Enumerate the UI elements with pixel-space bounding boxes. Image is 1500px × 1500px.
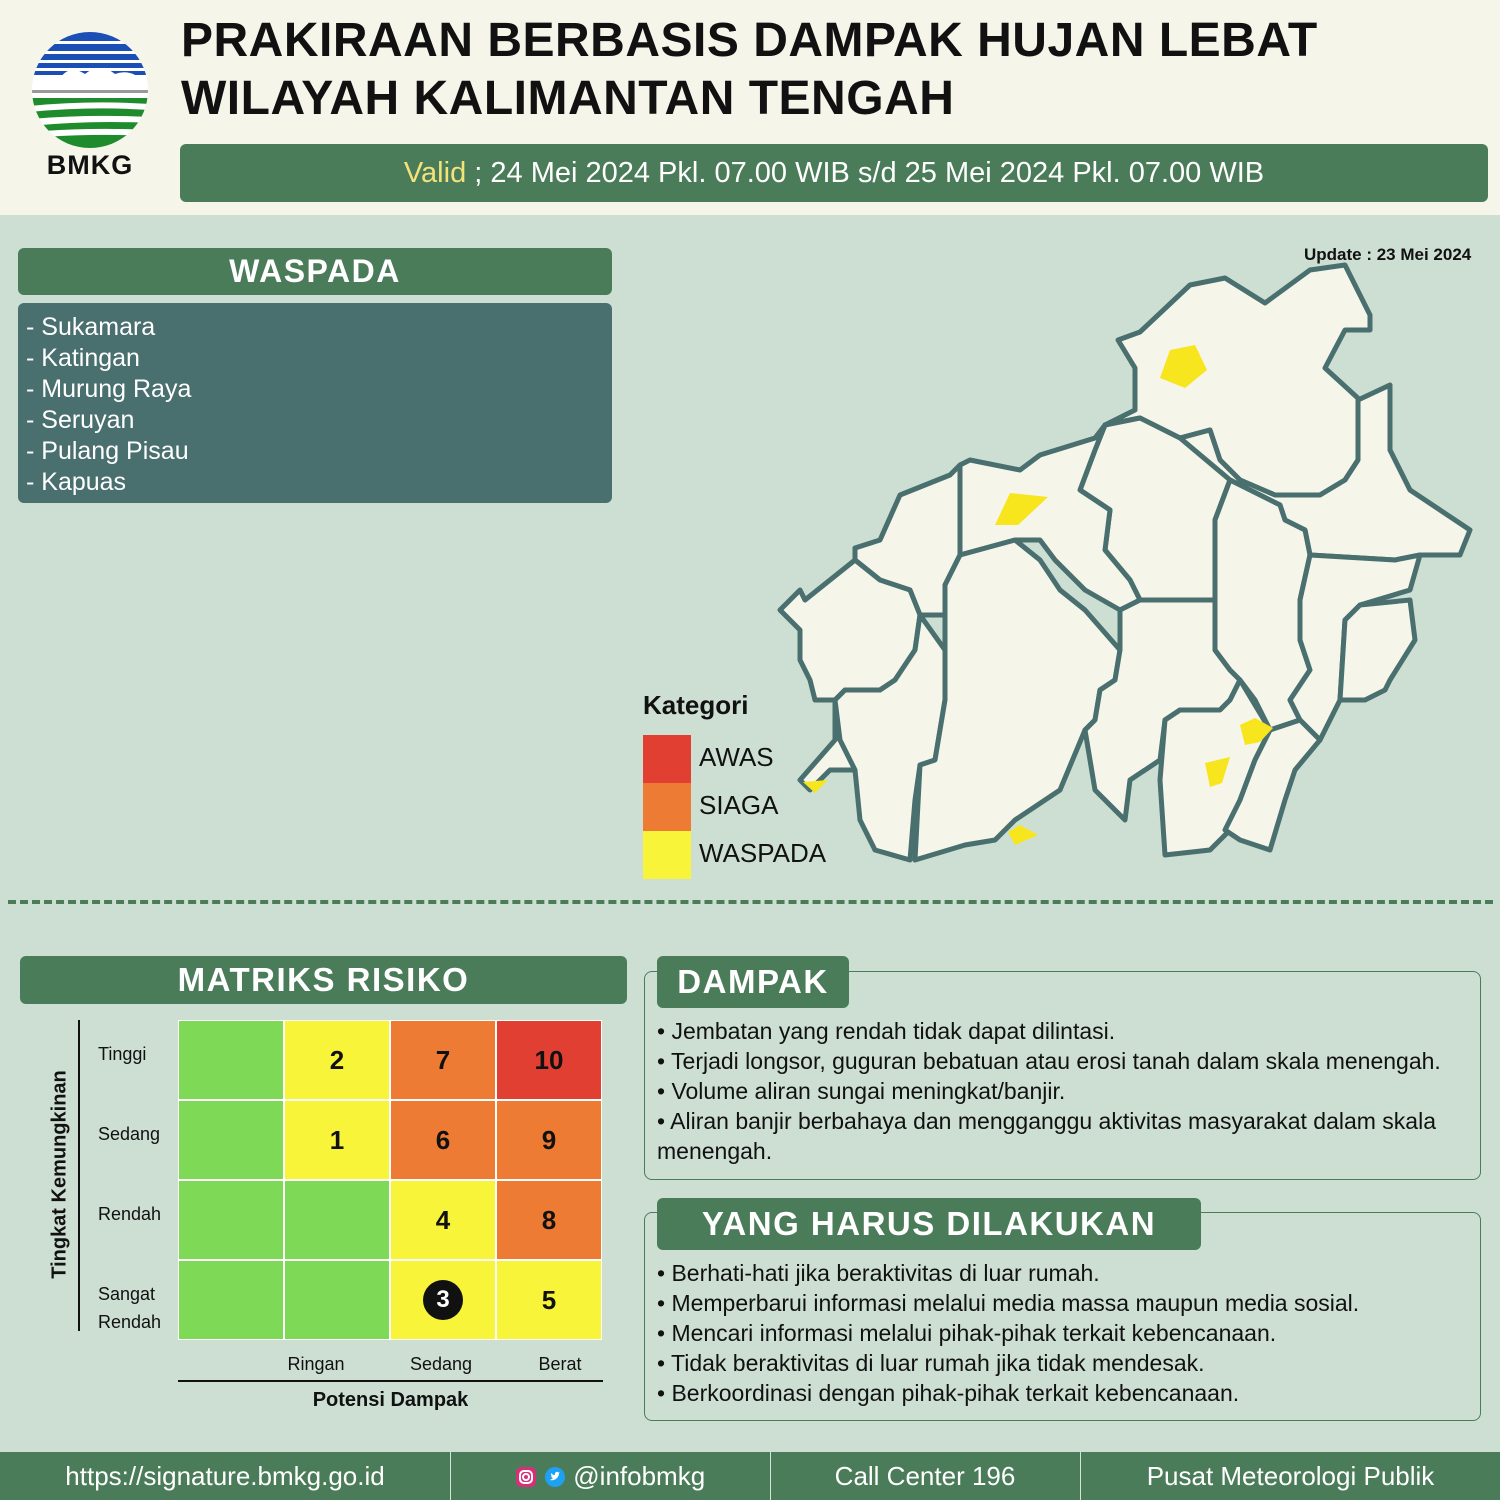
legend-swatch-siaga <box>643 783 691 831</box>
valid-label: Valid <box>403 157 467 189</box>
legend-swatch-awas <box>643 735 691 783</box>
highlight-circle: 3 <box>423 1280 463 1320</box>
legend-label-siaga: SIAGA <box>699 790 779 820</box>
risk-matrix <box>178 1020 602 1340</box>
action-item: • Memperbarui informasi melalui media massa maupun media sosial. <box>657 1290 1360 1316</box>
matrix-cell: 2 <box>285 1021 389 1099</box>
title-line-1: PRAKIRAAN BERBASIS DAMPAK HUJAN LEBAT <box>181 14 1318 67</box>
matrix-cell <box>285 1181 389 1259</box>
kalteng-map <box>770 262 1475 872</box>
matrix-cell: 8 <box>497 1181 601 1259</box>
legend-label-waspada: WASPADA <box>699 838 827 868</box>
valid-period-bar <box>180 144 1488 202</box>
matrix-cell <box>285 1261 389 1339</box>
y-axis-line <box>78 1020 80 1331</box>
action-list <box>657 1258 1472 1408</box>
region-item: - Seruyan <box>26 406 135 434</box>
footer-org: Pusat Meteorologi Publik <box>1146 1461 1435 1491</box>
matrix-cell-highlight <box>391 1261 495 1339</box>
instagram-icon <box>515 1466 537 1488</box>
region-item: - Murung Raya <box>26 375 192 403</box>
y-label-sangat: Sangat <box>98 1284 156 1304</box>
matrix-cell <box>179 1181 283 1259</box>
x-axis-line <box>178 1380 603 1382</box>
map-region <box>1340 600 1415 700</box>
footer-call-center[interactable]: Call Center 196 <box>834 1461 1016 1491</box>
waspada-area <box>1008 825 1038 845</box>
region-item: - Sukamara <box>26 313 156 341</box>
matrix-cell <box>179 1261 283 1339</box>
legend-swatch-waspada <box>643 831 691 879</box>
matrix-cell: 6 <box>391 1101 495 1179</box>
action-item: • Tidak beraktivitas di luar rumah jika tidak mendesak. <box>657 1350 1205 1376</box>
action-heading: YANG HARUS DILAKUKAN <box>657 1198 1201 1250</box>
y-label-rendah-2: Rendah <box>98 1312 162 1332</box>
dampak-heading: DAMPAK <box>657 956 849 1008</box>
region-item: - Katingan <box>26 344 140 372</box>
matrix-cell: 9 <box>497 1101 601 1179</box>
dampak-item: • Jembatan yang rendah tidak dapat dilintasi. <box>657 1018 1116 1044</box>
action-item: • Mencari informasi melalui pihak-pihak terkait kebencanaan. <box>657 1320 1277 1346</box>
twitter-icon <box>544 1466 566 1488</box>
matrix-cell: 1 <box>285 1101 389 1179</box>
page-title <box>181 12 1318 128</box>
footer-social-handle: @infobmkg <box>573 1461 706 1491</box>
waspada-region-list <box>18 303 612 503</box>
matrix-cell: 7 <box>391 1021 495 1099</box>
x-label-sedang: Sedang <box>409 1354 473 1374</box>
matrix-cell <box>179 1021 283 1099</box>
y-label-sedang: Sedang <box>98 1124 161 1144</box>
y-label-tinggi: Tinggi <box>98 1044 147 1064</box>
region-item: - Kapuas <box>26 468 127 496</box>
title-line-2: WILAYAH KALIMANTAN TENGAH <box>181 72 955 125</box>
action-item: • Berkoordinasi dengan pihak-pihak terkait kebencanaan. <box>657 1380 1240 1406</box>
legend-title: Kategori <box>643 690 749 720</box>
footer-url[interactable]: https://signature.bmkg.go.id <box>65 1461 385 1491</box>
matrix-cell: 5 <box>497 1261 601 1339</box>
dampak-item: • Terjadi longsor, guguran bebatuan atau erosi tanah dalam skala menengah. <box>657 1048 1441 1074</box>
valid-text: ; 24 Mei 2024 Pkl. 07.00 WIB s/d 25 Mei 2024 Pkl. 07.00 WIB <box>466 157 1265 189</box>
region-item: - Pulang Pisau <box>26 437 189 465</box>
footer-social[interactable] <box>451 1452 769 1500</box>
logo-text: BMKG <box>46 150 134 180</box>
update-date: Update : 23 Mei 2024 <box>1304 245 1472 264</box>
action-item: • Berhati-hati jika beraktivitas di luar rumah. <box>657 1260 1100 1286</box>
matrix-cell <box>179 1101 283 1179</box>
footer <box>0 1452 1500 1500</box>
y-label-rendah: Rendah <box>98 1204 162 1224</box>
waspada-heading: WASPADA <box>18 248 612 295</box>
legend-label-awas: AWAS <box>699 742 774 772</box>
dampak-list <box>657 1016 1472 1166</box>
dampak-item: • Volume aliran sungai meningkat/banjir. <box>657 1078 1066 1104</box>
dampak-item: • Aliran banjir berbahaya dan mengganggu aktivitas masyarakat dalam skala menengah. <box>657 1108 1437 1164</box>
matrix-cell: 10 <box>497 1021 601 1099</box>
section-divider <box>8 900 1493 904</box>
x-label-ringan: Ringan <box>287 1354 345 1374</box>
matrix-heading: MATRIKS RISIKO <box>20 956 627 1004</box>
x-label-berat: Berat <box>538 1354 582 1374</box>
matrix-cell: 4 <box>391 1181 495 1259</box>
x-axis-title: Potensi Dampak <box>312 1389 469 1411</box>
y-axis-title: Tingkat Kemungkinan <box>48 1070 71 1279</box>
